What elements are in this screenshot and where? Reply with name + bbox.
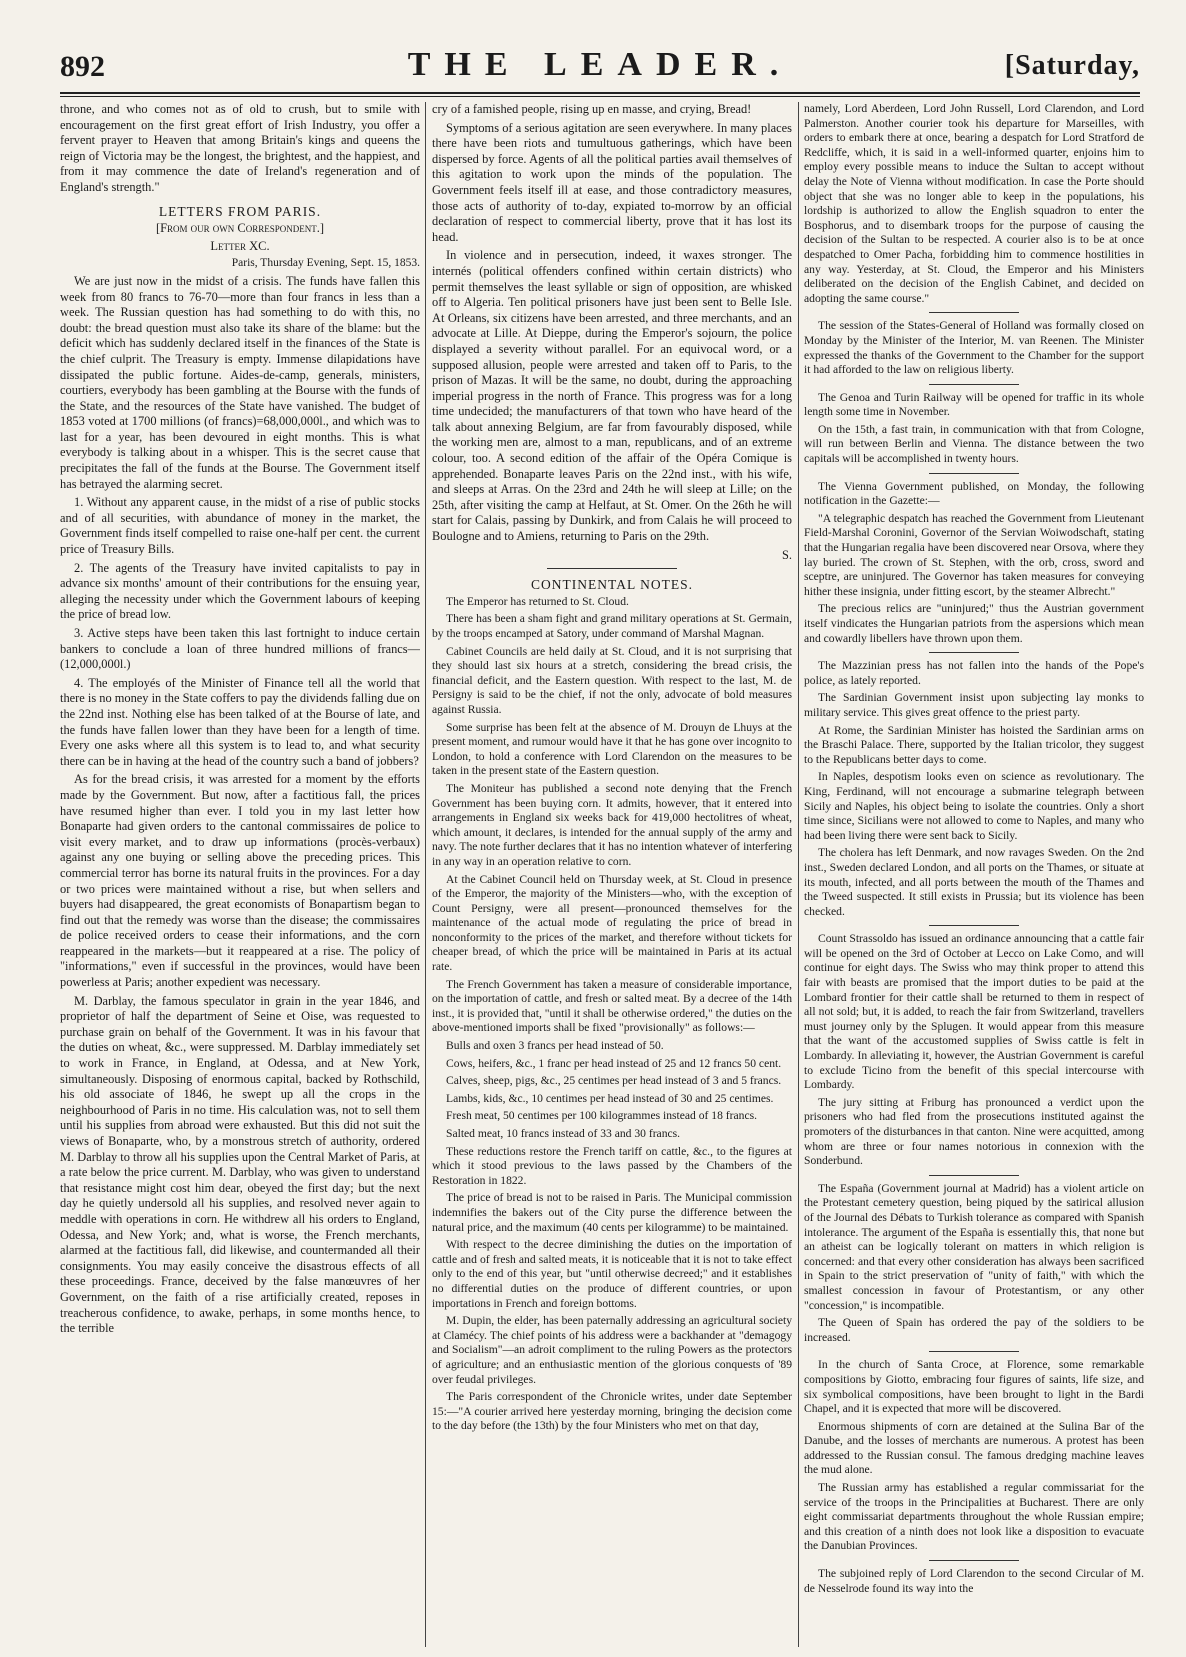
paragraph: As for the bread crisis, it was arrested for a moment by the efforts made by the Government. But now, after a factitious fall, the prices have resumed higher than ever. I told you in my last letter how Bonaparte had given orders to the cantonal commissaires de police to visit every market, and to draw up informations (procès-verbaux) against any one buying or selling above the preceding prices. This commercial terror has borne its natural fruits in the provinces. For a day or two prices were maintained without a rise, but when sellers and buyers had disappeared, the great economists of Bonapartism began to find out that the remedy was worse than the disease; the commissaires de police received orders to cease their informations, and the corn reappeared in the markets—but it reappeared at a rise. The policy of "informations," even if successful in the provinces, would have been powerless at Paris; another expedient was necessary. [60, 772, 420, 990]
section-heading: CONTINENTAL NOTES. [531, 577, 693, 593]
section-rule [929, 1560, 1019, 1561]
tariff-item: Salted meat, 10 francs instead of 33 and 30 francs. [446, 1127, 681, 1140]
paragraph: In violence and in persecution, indeed, it waxes stronger. The internés (political offenders confined within certain districts) who permit themselves the least syllable or sign of opposition, are whisked off to Algeria. Ten political prisoners have just been sent to Belle Isle. At Orleans, six citizens have been arrested, and three merchants, and an advocate at Lille. At Dieppe, during the Emperor's sojourn, the police displayed a severity without parallel. For an equivocal word, or a supposed allusion, people were arrested and taken off to Paris, to the prison of Mazas. It will be the same, no doubt, during the approaching imperial progress in the north of France. This progress was for a long time undecided; the manufacturers of that town who have heard of the talk about annexing Belgium, are far from favourably disposed, while the working men are, almost to a man, republicans, and of an extreme colour, too. A second edition of the affair of the Opéra Comique is apprehended. Bonaparte leaves Paris on the 22nd inst., with his wife, and sleeps at Arras. On the 23rd and 24th he will sleep at Lille; on the 25th, after visiting the camp at Helfaut, at St. Omer. On the 26th he will start for Calais, passing by Dunkirk, and from Calais he will proceed to Boulogne and to Amiens, returning to Paris on the 29th. [432, 248, 792, 544]
paragraph: Cabinet Councils are held daily at St. Cloud, and it is not surprising that they should last six hours at a stretch, considering the bread crisis, the financial deficit, and the Eastern question. With respect to the last, M. de Persigny is said to be the chief, if not the only, advocate of bold measures against Russia. [432, 644, 792, 716]
column-2 [432, 102, 792, 1647]
paragraph: Enormous shipments of corn are detained at the Sulina Bar of the Danube, and the losses of merchants are numerous. A protest has been addressed to the Russian consul. The famous dredging machine leaves the mud alone. [804, 1419, 1144, 1477]
paragraph: These reductions restore the French tariff on cattle, &c., to the figures at which it stood previous to the laws passed by the Chambers of the Restoration in 1822. [432, 1144, 792, 1187]
newspaper-title: THE LEADER. [407, 46, 793, 83]
column-divider [798, 102, 799, 1647]
paragraph: The precious relics are "uninjured;" thus the Austrian government itself vindicates the Hungarian patriots from the aspersions which mean and cowardly libellers have thrown upon them. [804, 602, 1144, 645]
paragraph: The subjoined reply of Lord Clarendon to the second Circular of M. de Nesselrode found its way into the [804, 1567, 1144, 1595]
paragraph: In Naples, despotism looks even on science as revolutionary. The King, Ferdinand, will not encourage a submarine telegraph between Sicily and Naples, his object being to isolate the countries. Only a short time since, Sicilians were not allowed to come to Naples, and many who had been living there were sent back to Sicily. [804, 770, 1144, 842]
paragraph: The Russian army has established a regular commissariat for the service of the troops in the Principalities at Bucharest. There are only eight commissariat departments throughout the whole Russian empire; and this creation of a ninth does not look like a disposition to evacuate the Danubian Provinces. [804, 1481, 1144, 1553]
paragraph: M. Darblay, the famous speculator in grain in the year 1846, and proprietor of half the department of Seine et Oise, was requested to purchase grain on behalf of the Government. It was in his favour that the duties on wheat, &c., were suppressed. M. Darblay immediately set to work in France, in England, at Odessa, and at New York, simultaneously. Disposing of enormous capital, backed by Rothschild, his old associate of 1846, he swept up all the crops in the neighbourhood of Paris in no time. His calculation was, not to sell them until his supplies from abroad were exhausted. But this did not suit the views of Bonaparte, who, by a monstrous stretch of authority, ordered M. Darblay to throw all his supplies upon the Central Market of Paris, at a rate below the price current. M. Darblay, who was given to understand that resistance might cost him dear, obeyed the first day; but the next day he quietly undersold all his supplies, and resolved never again to meddle with operations in corn. He withdrew all his orders to England, Odessa, and New York; and, what is worse, the French merchants, alarmed at the factitious fall, did likewise, and countermanded all their consignments. You may easily conceive the disastrous effects of all these proceedings. France, deceived by the false manœuvres of her Government, on the faith of a rise artificially created, reposes in treacherous confidence, to awake, perhaps, in some months hence, to the terrible [60, 993, 420, 1336]
paragraph: At Rome, the Sardinian Minister has hoisted the Sardinian arms on the Braschi Palace. There, supported by the Italian tricolor, they suggest to the Republicans better days to come. [804, 723, 1144, 766]
issue-day: [Saturday, [1004, 50, 1140, 81]
paragraph: 2. The agents of the Treasury have invited capitalists to pay in advance six months' amount of their contributions for the ensuing year, alleging the necessity under which the Government labours of keeping the price of bread low. [60, 560, 420, 622]
masthead [60, 44, 1140, 88]
paragraph: The Vienna Government published, on Monday, the following notification in the Gazette:— [804, 479, 1144, 508]
paragraph: At the Cabinet Council held on Thursday week, at St. Cloud in presence of the Emperor, the majority of the Ministers—who, with the exception of Count Persigny, were all present—pronounced themselves for the maintenance of the actual mode of regulating the price of bread in nonconformity to the prices of the market, and therefore without tickets for cheaper bread, of which the price will be maintained in Paris at its actual rate. [432, 872, 792, 974]
paragraph: The Queen of Spain has ordered the pay of the soldiers to be increased. [804, 1316, 1144, 1344]
section-subheading: [From our own Correspondent.] [155, 221, 325, 236]
paragraph: The Mazzinian press has not fallen into the hands of the Pope's police, as lately reported. [804, 659, 1144, 687]
section-heading: LETTERS FROM PARIS. [158, 203, 322, 219]
tariff-item: Calves, sheep, pigs, &c., 25 centimes per head instead of 3 and 5 francs. [446, 1074, 782, 1088]
masthead-rule [60, 92, 1140, 94]
paragraph: Count Strassoldo has issued an ordinance announcing that a cattle fair will be opened on the 3rd of October at Lecco on Lake Como, and will continue for eight days. The Swiss who may think proper to attend this fair with beasts are promised that the import duties to be paid at the Lombard frontier for their cattle shall be returned to them in respect of all not sold; but, it is added, to reach the fair from Switzerland, travellers must journey only by the Splugen. It would appear from this measure that the want of the accustomed supplies of Swiss cattle is felt in Lombardy. In alleviating it, however, the Austrian Government is careful to exclude Ticino from the benefit of this special intercourse with Lombardy. [804, 932, 1144, 1092]
letter-number: Letter XC. [210, 238, 270, 253]
column-3 [804, 102, 1144, 1647]
paragraph: In the church of Santa Croce, at Florence, some remarkable compositions by Giotto, embracing four figures of saints, life size, and six symbolical compositions, have been brought to light in the Bardi Chapel, and it is expected that more will be discovered. [804, 1358, 1144, 1416]
dateline: Paris, Thursday Evening, Sept. 15, 1853. [231, 257, 420, 270]
tariff-item: Lambs, kids, &c., 10 centimes per head instead of 30 and 25 centimes. [446, 1091, 774, 1105]
paragraph: The Moniteur has published a second note denying that the French Government has been buying corn. It admits, however, that it entered into arrangements in England six weeks back for 419,000 hectolitres of wheat, which amount, it declares, is intended for the annual supply of the army and navy. The note further declares that it has no intention whatever of interfering in any way in an operation relative to corn. [432, 781, 792, 868]
paragraph: The session of the States-General of Holland was formally closed on Monday by the Minister of the Interior, M. van Reenen. The Minister expressed the thanks of the Government to the Chamber for the support it had afforded to the law on religious liberty. [804, 319, 1144, 377]
column-1 [60, 102, 420, 1647]
section-rule [929, 384, 1019, 385]
paragraph: The Emperor has returned to St. Cloud. [446, 594, 629, 608]
section-rule [929, 473, 1019, 474]
tariff-item: Cows, heifers, &c., 1 franc per head instead of 25 and 12 francs 50 cent. [446, 1056, 782, 1070]
paragraph: On the 15th, a fast train, in communication with that from Cologne, will run between Berlin and Vienna. The distance between the two capitals will be accomplished in twenty hours. [804, 422, 1144, 466]
page-number: 892 [60, 50, 105, 83]
paragraph: 4. The employés of the Minister of Finance tell all the world that there is no money in the State coffers to pay the dividends falling due on the 22nd inst. Nothing else has been talked of at the Bourse of late, and the funds have fallen lower than they have been for a length of time. Every one asks where all this system is to lead to, and what security there can be in having at the head of the country such a band of jobbers? [60, 675, 420, 768]
column-divider [425, 102, 426, 1647]
paragraph: The Paris correspondent of the Chronicle writes, under date September 15:—"A courier arrived here yesterday morning, bringing the decision come to the day before (the 13th) by the four Ministers who met on that day, [432, 1390, 792, 1433]
tariff-item: Bulls and oxen 3 francs per head instead of 50. [446, 1039, 664, 1053]
paragraph: The French Government has taken a measure of considerable importance, on the importation of cattle, and fresh or salted meat. By a decree of the 14th inst., it is provided that, "until it shall be otherwise ordered," the duties on the above-mentioned imports shall be fixed "provisionally" as follows:— [432, 977, 792, 1035]
paragraph: The jury sitting at Friburg has pronounced a verdict upon the prisoners who had fled from the prosecutions instituted against the promoters of the disturbances in that canton. Nine were acquitted, among whom are three or four names notorious in connexion with the Sonderbund. [804, 1095, 1144, 1168]
section-rule [929, 1175, 1019, 1176]
tariff-item: Fresh meat, 50 centimes per 100 kilogrammes instead of 18 francs. [446, 1109, 758, 1123]
section-rule [929, 925, 1019, 926]
section-rule [547, 568, 677, 569]
paragraph: We are just now in the midst of a crisis. The funds have fallen this week from 80 francs to 76-70—more than four francs in less than a week. The Russian question has had something to do with this, no doubt: the bread question must also take its share of the blame: but the deficit which has suddenly declared itself in the finances of the State is the chief culprit. The Treasury is empty. Immense dilapidations have dissipated the public fortune. Aides-de-camp, generals, ministers, courtiers, everybody has been gambling at the Bourse with the funds of the State, and the resources of the State have vanished. The budget of 1853 voted at 1700 millions (of francs)=68,000,000l., and which was to last for a year, has been devoured in eight months. This is what everybody is talking about in a whisper. This is the secret cause that precipitates the fall of the funds at the Bourse. The Government itself has betrayed the alarming secret. [60, 273, 420, 491]
paragraph: 3. Active steps have been taken this last fortnight to induce certain bankers to conclude a loan of three hundred millions of francs—(12,000,000l.) [60, 626, 420, 672]
paragraph: 1. Without any apparent cause, in the midst of a rise of public stocks and of all securities, with abundance of money in the market, the Government finds itself compelled to raise one-half per cent. the current price of Treasury Bills. [60, 495, 420, 557]
section-rule [929, 1351, 1019, 1352]
paragraph: With respect to the decree diminishing the duties on the importation of cattle and of fresh and salted meats, it is noticeable that it is not to take effect only to the end of this year, but "until otherwise decreed;" and it establishes no differential duties on the produce of different countries, or upon importations in French and foreign bottoms. [432, 1238, 792, 1310]
paragraph: namely, Lord Aberdeen, Lord John Russell, Lord Clarendon, and Lord Palmerston. Another courier took his departure for Marseilles, with orders to embark there at once, bearing a despatch for Lord Stratford de Redcliffe, which, it is said in a well-informed quarter, enjoins him to employ every possible means to induce the Sultan to accept without delay the Note of Vienna without modification. In case the Porte should object that she was no longer able to keep in the populations, his lordship is authorized to allow the English squadron to enter the Bosphorus, and to disembark troops for the purpose of causing the decision of the Sultan to be respected. A courier also is to be at once despatched to Omer Pacha, forbidding him to commence hostilities in any way. Yesterday, at St. Cloud, the Emperor and his Ministers deliberated on the decision of the English Cabinet, and decided on adopting the same course." [804, 102, 1144, 305]
paragraph: M. Dupin, the elder, has been paternally addressing an agricultural society at Clamécy. The chief points of his address were a backhander at "demagogy and Socialism"—an adroit compliment to the ruling Powers as the protectors of agriculture; and an enthusiastic mention of the glorious conquests of '89 over feudal privileges. [432, 1314, 792, 1386]
paragraph: There has been a sham fight and grand military operations at St. Germain, by the troops encamped at Satory, under command of Marshal Magnan. [432, 612, 792, 640]
paragraph: The Genoa and Turin Railway will be opened for traffic in its whole length some time in November. [804, 390, 1144, 419]
paragraph: The España (Government journal at Madrid) has a violent article on the Protestant cemetery question, being piqued by the satirical allusion of the Journal des Débats to Turkish tolerance as compared with Spanish intolerance. The argument of the España is essentially this, that none but an atheist can be logically tolerant on matters in which religion is concerned: and that every other consideration has always been sacrificed in Spain to the strict preservation of "unity of faith," with which the smallest concession in favour of Protestantism, or any other "concession," is incompatible. [804, 1181, 1144, 1312]
masthead-rule-thin [60, 96, 1140, 97]
paragraph: throne, and who comes not as of old to crush, but to smile with encouragement on the first great effort of Irish Industry, you offer a fervent prayer to Heaven that among Britain's kings and queens the reign of Victoria may be the longest, the brightest, and the happiest, and from it may commence the date of Ireland's regeneration and of England's strength." [60, 102, 420, 194]
paragraph: The Sardinian Government insist upon subjecting lay monks to military service. This gives great offence to the priest party. [804, 691, 1144, 719]
paragraph: Symptoms of a serious agitation are seen everywhere. In many places there have been riots and tumultuous gatherings, which have been dispersed by force. Agents of all the political parties avail themselves of this agitation to work upon the minds of the population. The Government feels itself ill at ease, and those contradictory measures, those acts of authority of to-day, expiated to-morrow by an official declaration of respect to commercial liberty, prove that it has lost its head. [432, 120, 792, 244]
paragraph: "A telegraphic despatch has reached the Government from Lieutenant Field-Marshal Coronini, Governor of the Servian Woiwodschaft, stating that the Hungarian regalia have been discovered near Orsova, where they lay buried. The crown of St. Stephen, with the orb, cross, sword and sceptre, are uninjured. The Governor has taken measures for conveying hither these insignia, under fitting escort, by the steamer Albrecht." [804, 511, 1144, 598]
paragraph: The cholera has left Denmark, and now ravages Sweden. On the 2nd inst., Sweden declared London, and all ports on the Thames, or situate at its mouth, infected, and all ports between the mouth of the Thames and the Tweed suspected. It still exists in Prussia; but its violence has been checked. [804, 846, 1144, 918]
section-rule [929, 312, 1019, 313]
paragraph: Some surprise has been felt at the absence of M. Drouyn de Lhuys at the present moment, and rumour would have it that he has gone over incognito to London, to hold a conference with Lord Clarendon on the measures to be taken in the present state of the Eastern question. [432, 720, 792, 778]
paragraph: The price of bread is not to be raised in Paris. The Municipal commission indemnifies the bakers out of the City purse the difference between the natural price, and the maximum (40 cents per kilogramme) to be maintained. [432, 1191, 792, 1234]
paragraph: cry of a famished people, rising up en masse, and crying, Bread! [432, 102, 752, 116]
signature: S. [782, 547, 792, 562]
section-rule [929, 652, 1019, 653]
